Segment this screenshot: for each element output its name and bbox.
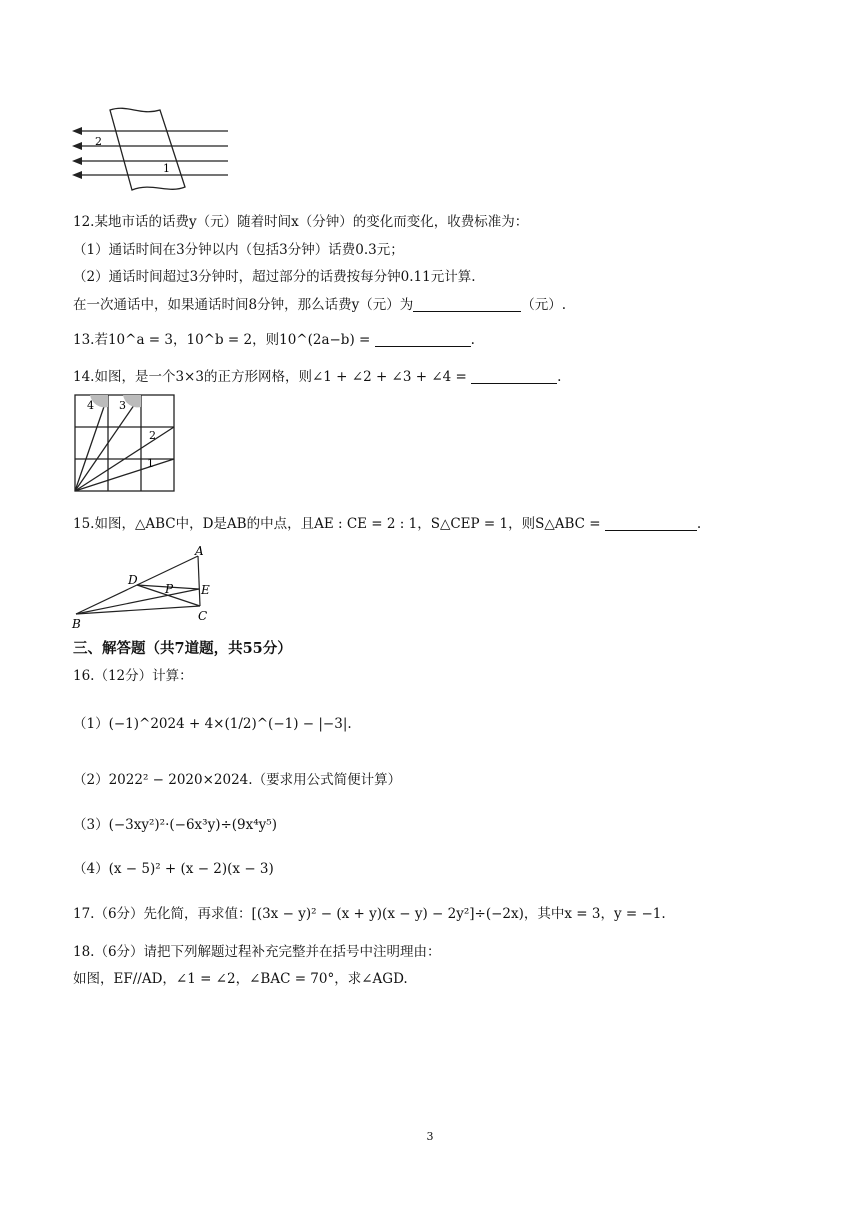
section-3-title: 三、解答题（共7道题，共55分） [73, 640, 292, 657]
angle-2-label: 2 [95, 135, 102, 148]
vertex-a: A [195, 544, 204, 558]
q12-ask-text: 在一次通话中，如果通话时间8分钟，那么话费y（元）为 [73, 297, 414, 313]
angle-1-label: 1 [163, 162, 170, 175]
q15-answer-blank[interactable] [605, 516, 697, 531]
q13-answer-blank[interactable] [375, 332, 471, 347]
q16-part-1: （1）(−1)^2024 + 4×(1/2)^(−1) − |−3|. [73, 716, 352, 732]
q13-text: 13.若10^a = 3，10^b = 2，则10^(2a−b) = [73, 332, 371, 348]
q14: 14.如图，是一个3×3的正方形网格，则∠1 + ∠2 + ∠3 + ∠4 = . [73, 369, 562, 385]
page-number: 3 [426, 1130, 434, 1143]
q15: 15.如图，△ABC中，D是AB的中点，且AE : CE = 2 : 1，S△CEP = 1，则S△ABC = . [73, 516, 702, 532]
grid-angle-3: 3 [119, 399, 126, 412]
q17: 17.（6分）先化简，再求值：[(3x − y)² − (x + y)(x − y) − 2y²]÷(−2x)，其中x = 3，y = −1. [73, 906, 666, 922]
grid-angle-2: 2 [149, 429, 156, 442]
vertex-e: E [201, 583, 210, 597]
q12-stem: 12.某地市话的话费y（元）随着时间x（分钟）的变化而变化，收费标准为： [73, 214, 529, 230]
vertex-d: D [128, 573, 138, 587]
q18-line-1: 18.（6分）请把下列解题过程补充完整并在括号中注明理由： [73, 944, 441, 960]
vertex-p: P [165, 582, 174, 596]
q12-rule-1: （1）通话时间在3分钟以内（包括3分钟）话费0.3元； [73, 242, 404, 258]
q14-answer-blank[interactable] [471, 369, 557, 384]
grid-figure [73, 393, 183, 497]
q12-answer-blank[interactable] [413, 297, 521, 312]
q12-ask [73, 296, 566, 314]
q13: 13.若10^a = 3，10^b = 2，则10^(2a−b) = . [73, 332, 475, 348]
grid-angle-4: 4 [87, 399, 94, 412]
q18-line-2: 如图，EF//AD，∠1 = ∠2，∠BAC = 70°，求∠AGD. [73, 971, 408, 987]
q16-head: 16.（12分）计算： [73, 668, 193, 684]
parallel-lines-figure [70, 102, 240, 202]
q12-unit: （元）. [521, 297, 567, 313]
vertex-b: B [72, 617, 81, 631]
q12-rule-2: （2）通话时间超过3分钟时，超过部分的话费按每分钟0.11元计算. [73, 269, 476, 285]
q16-part-3: （3）(−3xy²)²·(−6x³y)÷(9x⁴y⁵) [73, 817, 277, 833]
q16-part-2: （2）2022² − 2020×2024.（要求用公式简便计算） [73, 772, 402, 788]
vertex-c: C [198, 609, 208, 623]
grid-angle-1: 1 [147, 457, 154, 470]
triangle-figure [70, 544, 220, 633]
q14-text: 14.如图，是一个3×3的正方形网格，则∠1 + ∠2 + ∠3 + ∠4 = [73, 369, 467, 385]
q16-part-4: （4）(x − 5)² + (x − 2)(x − 3) [73, 861, 274, 877]
q15-text: 15.如图，△ABC中，D是AB的中点，且AE : CE = 2 : 1，S△CEP = 1，则S△ABC = [73, 516, 601, 532]
